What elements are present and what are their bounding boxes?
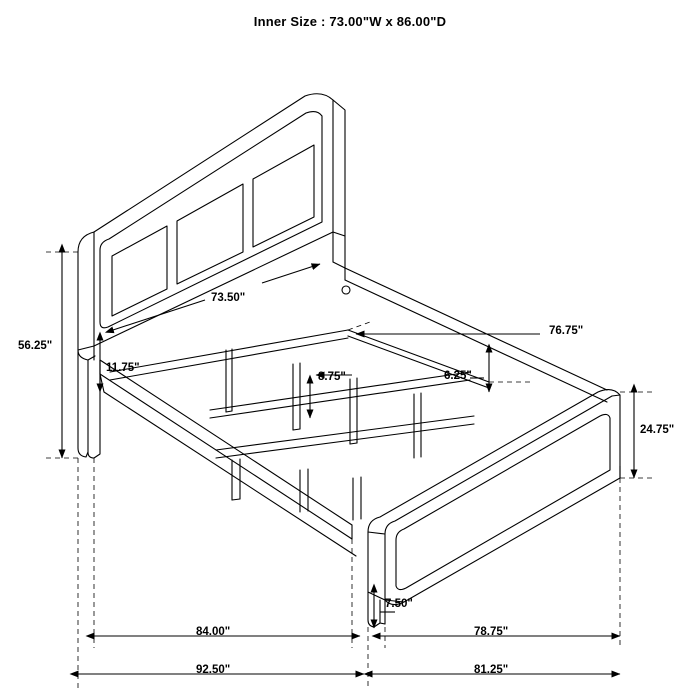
dimension-label-overall-depth: 92.50" bbox=[196, 664, 231, 676]
dimension-label-footboard-leg-height: 7.50" bbox=[385, 598, 413, 610]
page-title: Inner Size : 73.00"W x 86.00"D bbox=[253, 14, 447, 29]
dimension-label-rail-height-from-floor: 11.75" bbox=[106, 362, 140, 374]
dimension-label-headboard-panel-width: 73.50" bbox=[211, 292, 246, 304]
dimension-label-center-support-width: 6.25" bbox=[444, 370, 472, 382]
dimension-label-footboard-height: 24.75" bbox=[640, 424, 675, 436]
dimension-label-overall-width: 81.25" bbox=[474, 664, 509, 676]
dimension-label-slat-spacing: 8.75" bbox=[318, 371, 346, 383]
dimension-label-footboard-width: 78.75" bbox=[474, 626, 509, 638]
dimension-label-headboard-height-overall: 56.25" bbox=[18, 340, 53, 352]
dimension-label-side-rail-length: 84.00" bbox=[196, 626, 231, 638]
dimension-label-inner-rail-length: 76.75" bbox=[549, 325, 584, 337]
